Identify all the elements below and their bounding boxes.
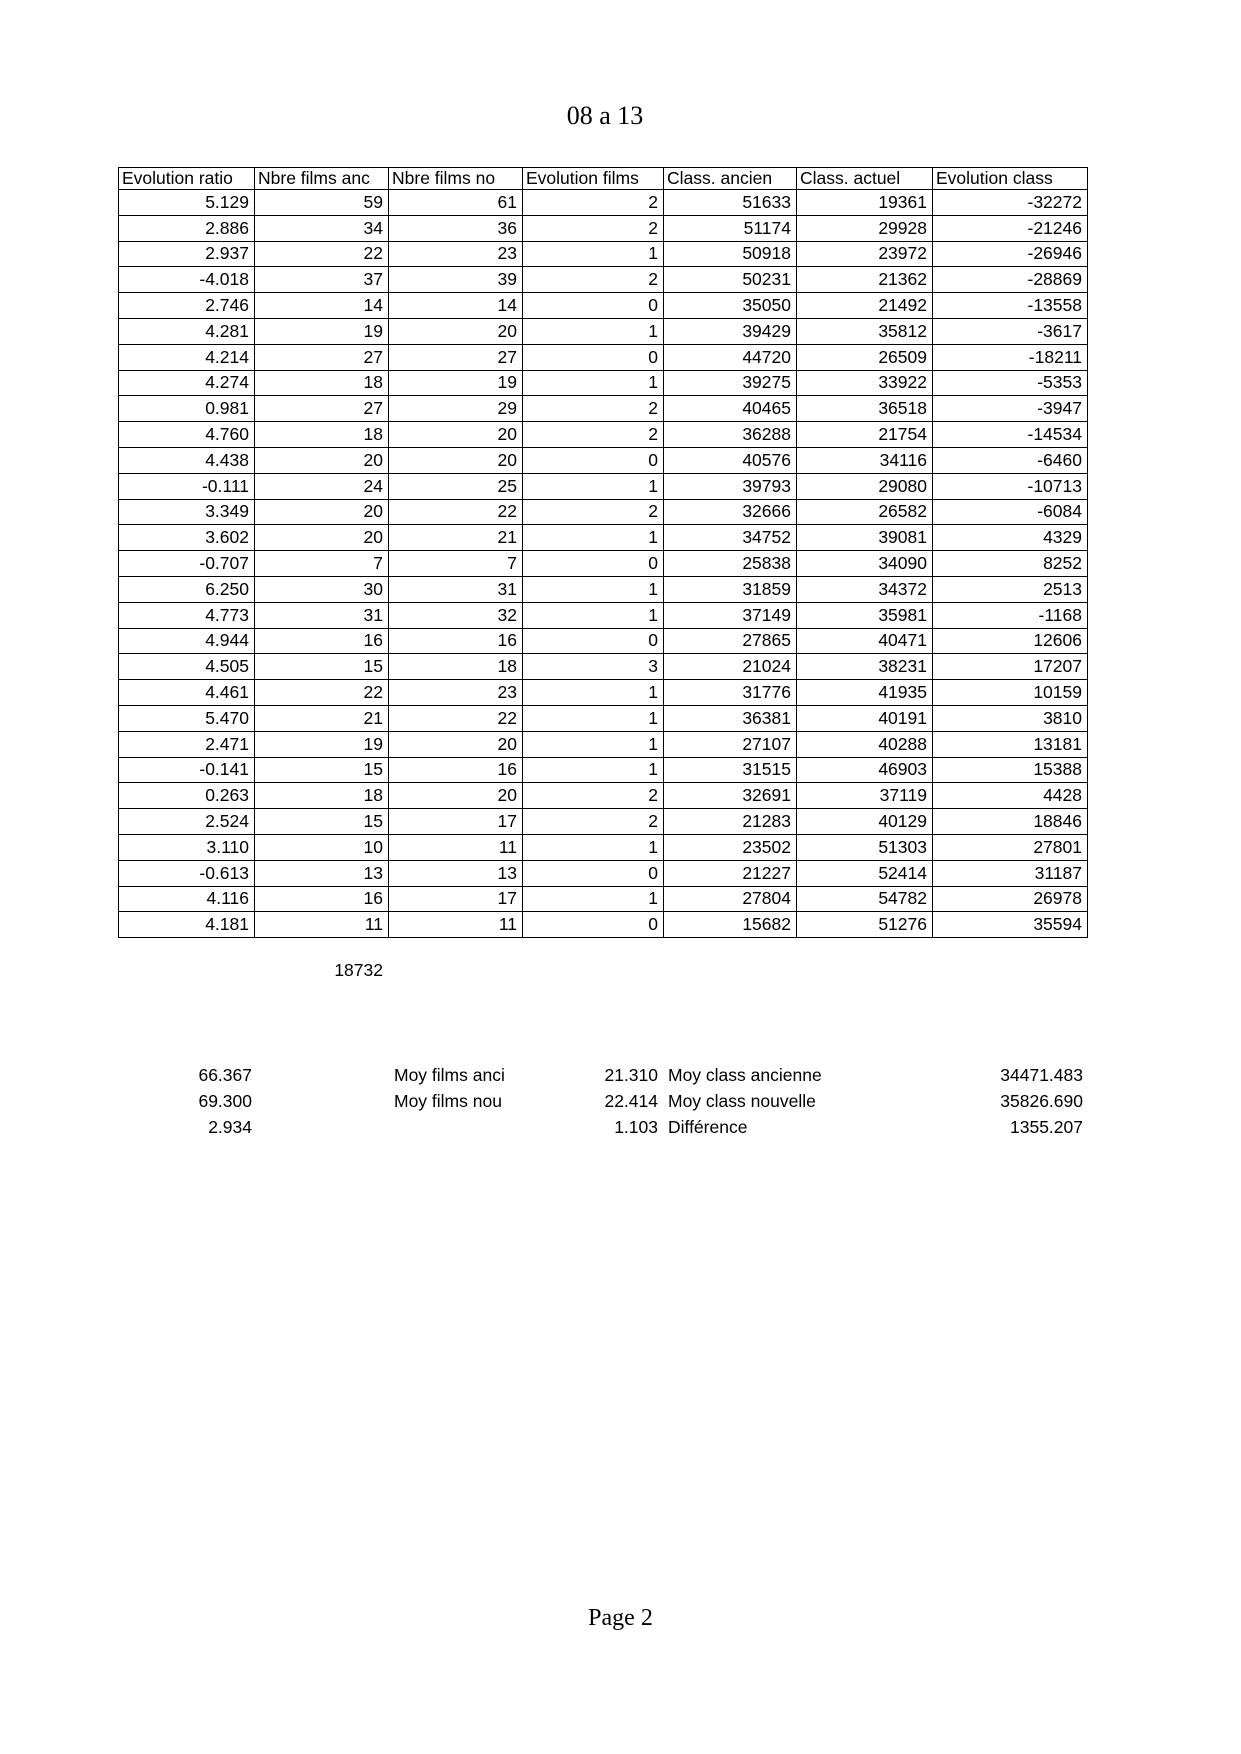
table-cell: 27865	[664, 628, 797, 654]
table-cell: 16	[255, 628, 389, 654]
table-cell: 6.250	[119, 576, 255, 602]
table-cell: 2	[523, 190, 664, 216]
col-header-nbre-films-anc: Nbre films anc	[255, 168, 389, 190]
films-anc-total: 18732	[334, 960, 383, 980]
table-cell: 50231	[664, 267, 797, 293]
table-cell: 1	[523, 473, 664, 499]
table-cell: 32666	[664, 499, 797, 525]
table-cell: -0.707	[119, 551, 255, 577]
table-cell: 3.110	[119, 834, 255, 860]
table-cell: 61	[389, 190, 523, 216]
table-cell: 37149	[664, 602, 797, 628]
table-cell: 22	[389, 705, 523, 731]
table-cell: 11	[389, 912, 523, 938]
col-header-class-actuel: Class. actuel	[797, 168, 933, 190]
table-cell: 1	[523, 731, 664, 757]
table-cell: 16	[255, 886, 389, 912]
table-cell: 34752	[664, 525, 797, 551]
page-title: 08 a 13	[566, 101, 644, 130]
table-cell: -13558	[933, 293, 1088, 319]
table-cell: 13181	[933, 731, 1088, 757]
table-cell: 32691	[664, 783, 797, 809]
table-row	[119, 628, 1088, 654]
table-cell: 3	[523, 654, 664, 680]
table-cell: 31	[255, 602, 389, 628]
table-cell: 4.116	[119, 886, 255, 912]
col-header-class-ancien: Class. ancien	[664, 168, 797, 190]
table-cell: 23502	[664, 834, 797, 860]
table-row	[119, 602, 1088, 628]
table-cell: 21283	[664, 809, 797, 835]
table-cell: 14	[389, 293, 523, 319]
table-cell: 27	[389, 344, 523, 370]
table-cell: 39275	[664, 370, 797, 396]
table-row	[119, 190, 1088, 216]
summary-class-value: 35826.690	[1000, 1091, 1083, 1111]
summary-class-value: 1355.207	[1010, 1117, 1083, 1137]
table-cell: -21246	[933, 215, 1088, 241]
table-cell: -4.018	[119, 267, 255, 293]
table-cell: 20	[255, 447, 389, 473]
table-cell: 13	[255, 860, 389, 886]
summary-row	[0, 1062, 1241, 1088]
table-cell: 20	[389, 783, 523, 809]
table-row	[119, 576, 1088, 602]
table-cell: 15	[255, 654, 389, 680]
table-cell: 21362	[797, 267, 933, 293]
table-cell: 29080	[797, 473, 933, 499]
table-cell: 37	[255, 267, 389, 293]
table-cell: 3.602	[119, 525, 255, 551]
table-cell: 1	[523, 318, 664, 344]
table-cell: 59	[255, 190, 389, 216]
table-cell: 7	[389, 551, 523, 577]
table-cell: 2	[523, 396, 664, 422]
table-cell: 1	[523, 834, 664, 860]
col-header-nbre-films-no: Nbre films no	[389, 168, 523, 190]
table-cell: 4329	[933, 525, 1088, 551]
table-cell: -3617	[933, 318, 1088, 344]
table-cell: 36288	[664, 422, 797, 448]
table-cell: 10159	[933, 680, 1088, 706]
table-cell: 32	[389, 602, 523, 628]
table-cell: 20	[389, 318, 523, 344]
table-cell: 31187	[933, 860, 1088, 886]
table-cell: 15682	[664, 912, 797, 938]
page-number: Page 2	[588, 1605, 653, 1631]
table-cell: 0	[523, 551, 664, 577]
table-cell: 4428	[933, 783, 1088, 809]
table-body	[119, 190, 1088, 938]
table-row	[119, 396, 1088, 422]
table-cell: 2.937	[119, 241, 255, 267]
table-cell: 4.505	[119, 654, 255, 680]
summary-class-value: 34471.483	[1000, 1065, 1083, 1085]
table-cell: 27107	[664, 731, 797, 757]
table-row	[119, 757, 1088, 783]
table-cell: 2.471	[119, 731, 255, 757]
table-cell: 8252	[933, 551, 1088, 577]
table-cell: 15388	[933, 757, 1088, 783]
table-cell: 35812	[797, 318, 933, 344]
table-cell: 22	[255, 680, 389, 706]
summary-films-label: Moy films nou	[394, 1091, 502, 1111]
table-row	[119, 886, 1088, 912]
table-cell: 5.470	[119, 705, 255, 731]
table-cell: 23	[389, 241, 523, 267]
table-cell: 29	[389, 396, 523, 422]
table-cell: 2	[523, 783, 664, 809]
table-cell: 0.981	[119, 396, 255, 422]
table-cell: 2	[523, 422, 664, 448]
table-cell: 20	[255, 525, 389, 551]
table-row	[119, 473, 1088, 499]
table-cell: -26946	[933, 241, 1088, 267]
table-cell: -28869	[933, 267, 1088, 293]
table-cell: 36	[389, 215, 523, 241]
table-cell: 31776	[664, 680, 797, 706]
table-cell: -3947	[933, 396, 1088, 422]
table-cell: 27	[255, 396, 389, 422]
data-table	[118, 167, 1088, 938]
col-header-evolution-films: Evolution films	[523, 168, 664, 190]
table-cell: 20	[389, 731, 523, 757]
table-cell: 19361	[797, 190, 933, 216]
table-cell: 18	[255, 370, 389, 396]
table-cell: 54782	[797, 886, 933, 912]
table-cell: 16	[389, 757, 523, 783]
table-row	[119, 860, 1088, 886]
table-cell: 2.524	[119, 809, 255, 835]
col-header-evolution-ratio: Evolution ratio	[119, 168, 255, 190]
table-cell: 44720	[664, 344, 797, 370]
table-cell: -5353	[933, 370, 1088, 396]
table-cell: 41935	[797, 680, 933, 706]
table-cell: 36518	[797, 396, 933, 422]
table-row	[119, 912, 1088, 938]
table-cell: 0	[523, 293, 664, 319]
table-cell: 17207	[933, 654, 1088, 680]
table-cell: 20	[255, 499, 389, 525]
table-row	[119, 241, 1088, 267]
table-cell: 25838	[664, 551, 797, 577]
table-cell: 0.263	[119, 783, 255, 809]
table-cell: 18	[255, 422, 389, 448]
table-cell: 19	[255, 318, 389, 344]
table-row	[119, 809, 1088, 835]
table-cell: 2	[523, 267, 664, 293]
table-cell: 1	[523, 576, 664, 602]
table-cell: 50918	[664, 241, 797, 267]
table-cell: 40576	[664, 447, 797, 473]
table-cell: 51174	[664, 215, 797, 241]
table-cell: 12606	[933, 628, 1088, 654]
table-row	[119, 215, 1088, 241]
summary-class-label: Différence	[668, 1117, 748, 1137]
table-cell: 46903	[797, 757, 933, 783]
table-cell: 21492	[797, 293, 933, 319]
table-cell: 4.281	[119, 318, 255, 344]
table-row	[119, 705, 1088, 731]
table-row	[119, 525, 1088, 551]
table-cell: 1	[523, 241, 664, 267]
table-cell: 51276	[797, 912, 933, 938]
table-cell: 21	[389, 525, 523, 551]
summary-ratio-value: 69.300	[198, 1091, 252, 1111]
table-cell: 0	[523, 628, 664, 654]
table-cell: 34	[255, 215, 389, 241]
table-cell: 40471	[797, 628, 933, 654]
table-cell: 34116	[797, 447, 933, 473]
table-cell: 21	[255, 705, 389, 731]
table-cell: 2513	[933, 576, 1088, 602]
table-cell: 21227	[664, 860, 797, 886]
table-cell: 2	[523, 215, 664, 241]
table-cell: 39	[389, 267, 523, 293]
col-header-evolution-class: Evolution class	[933, 168, 1088, 190]
table-cell: -14534	[933, 422, 1088, 448]
table-row	[119, 654, 1088, 680]
table-cell: 18	[255, 783, 389, 809]
table-cell: 19	[389, 370, 523, 396]
table-cell: 20	[389, 422, 523, 448]
table-cell: 30	[255, 576, 389, 602]
table-cell: 4.214	[119, 344, 255, 370]
table-cell: 33922	[797, 370, 933, 396]
table-cell: 3810	[933, 705, 1088, 731]
table-cell: 2.746	[119, 293, 255, 319]
table-row	[119, 447, 1088, 473]
table-cell: 40288	[797, 731, 933, 757]
table-cell: 1	[523, 602, 664, 628]
table-cell: 20	[389, 447, 523, 473]
table-cell: 0	[523, 912, 664, 938]
table-cell: 39429	[664, 318, 797, 344]
table-cell: 35050	[664, 293, 797, 319]
table-cell: 13	[389, 860, 523, 886]
table-cell: 1	[523, 370, 664, 396]
table-cell: 38231	[797, 654, 933, 680]
table-header-row	[119, 168, 1088, 190]
summary-row	[0, 1114, 1241, 1140]
table-cell: 34090	[797, 551, 933, 577]
summary-ratio-value: 66.367	[198, 1065, 252, 1085]
table-cell: 7	[255, 551, 389, 577]
table-cell: 22	[389, 499, 523, 525]
table-cell: 17	[389, 886, 523, 912]
table-cell: 4.438	[119, 447, 255, 473]
table-cell: 15	[255, 809, 389, 835]
table-cell: 19	[255, 731, 389, 757]
table-cell: -18211	[933, 344, 1088, 370]
table-row	[119, 731, 1088, 757]
table-cell: 29928	[797, 215, 933, 241]
table-cell: 2	[523, 809, 664, 835]
table-cell: 26582	[797, 499, 933, 525]
table-cell: 2.886	[119, 215, 255, 241]
table-cell: -6460	[933, 447, 1088, 473]
table-row	[119, 422, 1088, 448]
summary-films-value: 21.310	[604, 1065, 658, 1085]
table-cell: 3.349	[119, 499, 255, 525]
table-cell: -0.613	[119, 860, 255, 886]
table-cell: 37119	[797, 783, 933, 809]
table-cell: 36381	[664, 705, 797, 731]
table-cell: 27801	[933, 834, 1088, 860]
table-cell: 26509	[797, 344, 933, 370]
table-cell: 14	[255, 293, 389, 319]
table-cell: -32272	[933, 190, 1088, 216]
table-cell: 17	[389, 809, 523, 835]
table-cell: 4.760	[119, 422, 255, 448]
table-cell: 18	[389, 654, 523, 680]
table-cell: 52414	[797, 860, 933, 886]
table-row	[119, 267, 1088, 293]
summary-films-label: Moy films anci	[394, 1065, 505, 1085]
table-row	[119, 783, 1088, 809]
table-cell: 16	[389, 628, 523, 654]
table-row	[119, 318, 1088, 344]
table-cell: -1168	[933, 602, 1088, 628]
table-cell: 39081	[797, 525, 933, 551]
table-cell: 51303	[797, 834, 933, 860]
table-cell: 1	[523, 705, 664, 731]
table-row	[119, 293, 1088, 319]
table-cell: 0	[523, 344, 664, 370]
table-cell: 4.461	[119, 680, 255, 706]
table-cell: -0.111	[119, 473, 255, 499]
summary-class-label: Moy class nouvelle	[668, 1091, 816, 1111]
table-cell: 18846	[933, 809, 1088, 835]
table-cell: 1	[523, 757, 664, 783]
table-cell: 27804	[664, 886, 797, 912]
table-cell: 4.274	[119, 370, 255, 396]
table-row	[119, 680, 1088, 706]
table-cell: 23	[389, 680, 523, 706]
table-row	[119, 344, 1088, 370]
table-cell: 4.944	[119, 628, 255, 654]
table-cell: 10	[255, 834, 389, 860]
summary-ratio-value: 2.934	[208, 1117, 252, 1137]
table-cell: 31	[389, 576, 523, 602]
table-cell: 1	[523, 680, 664, 706]
table-row	[119, 370, 1088, 396]
table-cell: 40191	[797, 705, 933, 731]
table-cell: 23972	[797, 241, 933, 267]
table-cell: 1	[523, 886, 664, 912]
table-cell: -0.141	[119, 757, 255, 783]
summary-row	[0, 1088, 1241, 1114]
table-cell: 26978	[933, 886, 1088, 912]
table-cell: 35981	[797, 602, 933, 628]
table-cell: 51633	[664, 190, 797, 216]
table-cell: 0	[523, 860, 664, 886]
table-cell: 35594	[933, 912, 1088, 938]
table-cell: 4.181	[119, 912, 255, 938]
table-cell: 2	[523, 499, 664, 525]
summary-class-label: Moy class ancienne	[668, 1065, 822, 1085]
table-row	[119, 551, 1088, 577]
table-cell: 5.129	[119, 190, 255, 216]
table-cell: 34372	[797, 576, 933, 602]
table-cell: 31515	[664, 757, 797, 783]
table-row	[119, 834, 1088, 860]
table-cell: -6084	[933, 499, 1088, 525]
table-cell: 25	[389, 473, 523, 499]
table-cell: 11	[255, 912, 389, 938]
table-cell: 40465	[664, 396, 797, 422]
summary-films-value: 1.103	[614, 1117, 658, 1137]
table-cell: 0	[523, 447, 664, 473]
summary-films-value: 22.414	[604, 1091, 658, 1111]
table-cell: 31859	[664, 576, 797, 602]
table-cell: 24	[255, 473, 389, 499]
table-cell: 27	[255, 344, 389, 370]
table-cell: 22	[255, 241, 389, 267]
table-cell: 4.773	[119, 602, 255, 628]
table-cell: 21754	[797, 422, 933, 448]
table-cell: 40129	[797, 809, 933, 835]
table-cell: 39793	[664, 473, 797, 499]
table-cell: -10713	[933, 473, 1088, 499]
table-cell: 11	[389, 834, 523, 860]
table-row	[119, 499, 1088, 525]
table-cell: 15	[255, 757, 389, 783]
table-cell: 21024	[664, 654, 797, 680]
table-cell: 1	[523, 525, 664, 551]
